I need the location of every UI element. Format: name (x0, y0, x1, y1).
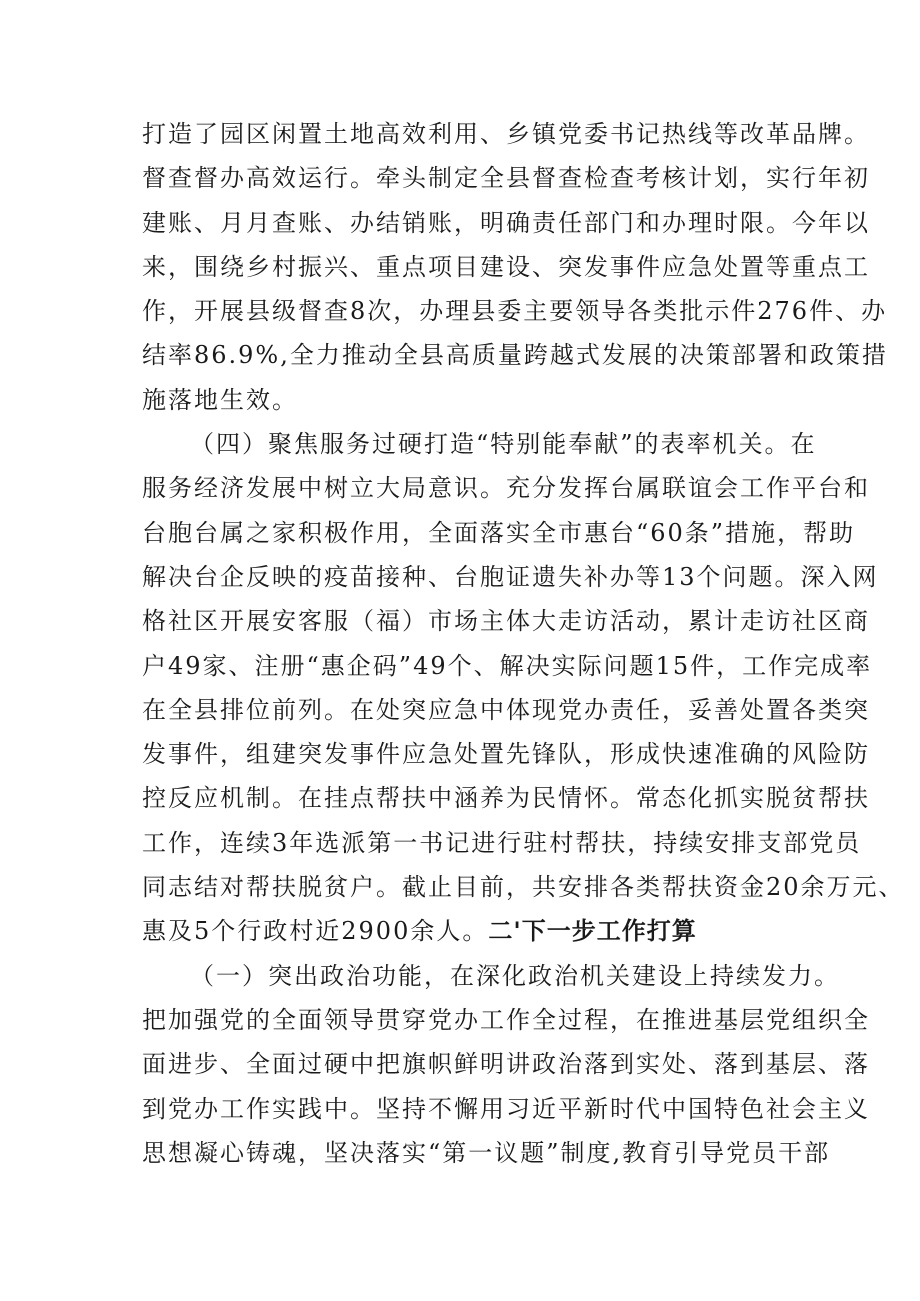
text-line: 打造了园区闲置土地高效利用、乡镇党委书记热线等改革品牌。 (142, 120, 870, 148)
text-line: 建账、月月查账、办结销账，明确责任部门和办理时限。今年以 (142, 208, 870, 237)
text-line: 作，开展县级督查8次，办理县委主要领导各类批示件276件、办 (142, 297, 888, 326)
paragraph-4 (142, 954, 870, 1175)
text-line: 服务经济发展中树立大局意识。充分发挥台属联谊会工作平台和 (142, 474, 870, 503)
text-line: 发事件，组建突发事件应急处置先锋队，形成快速准确的风险防 (142, 740, 870, 769)
chapter-heading: 二'下一步工作打算 (488, 917, 697, 946)
text-line: 结率86.9%,全力推动全县高质量跨越式发展的决策部署和政策措 (142, 341, 888, 370)
text-line: 户49家、注册“惠企码”49个、解决实际问题15件，工作完成率 (142, 651, 873, 680)
section-heading-line: （四）聚焦服务过硬打造“特别能奉献”的表率机关。在 (190, 430, 817, 459)
document-body (142, 112, 905, 1175)
text-line: 在全县排位前列。在处突应急中体现党办责任，妥善处置各类突 (142, 695, 870, 724)
paragraph-1 (142, 112, 870, 156)
text-line: 解决台企反映的疫苗接种、台胞证遗失补办等13个问题。深入网 (142, 562, 879, 591)
paragraph-3 (142, 422, 905, 954)
text-line: 台胞台属之家积极作用，全面落实全市惠台“60条”措施，帮助 (142, 518, 856, 547)
text-line: 把加强党的全面领导贯穿党办工作全过程，在推进基层党组织全 (142, 1005, 870, 1034)
text-line: 工作，连续3年选派第一书记进行驻村帮扶，持续安排支部党员 (142, 828, 862, 857)
text-line: 同志结对帮扶脱贫户。截止目前，共安排各类帮扶资金20余万元、 (142, 873, 905, 902)
text-line: 督查督办高效运行。牵头制定全县督查检查考核计划，实行年初 (142, 164, 870, 193)
section-heading-line: （一）突出政治功能，在深化政治机关建设上持续发力。 (190, 961, 840, 990)
text-line: 面进步、全面过硬中把旗帜鲜明讲政治落到实处、落到基层、落 (142, 1050, 870, 1079)
text-line: 控反应机制。在挂点帮扶中涵养为民情怀。常态化抓实脱贫帮扶 (142, 784, 870, 813)
paragraph-2 (142, 156, 888, 422)
text-fragment: 惠及5个行政村近2900余人。 (142, 917, 489, 946)
text-line: 格社区开展安客服（福）市场主体大走访活动，累计走访社区商 (142, 607, 870, 636)
text-line-with-heading (142, 909, 790, 953)
text-line: 思想凝心铸魂，坚决落实“第一议题”制度,教育引导党员干部 (142, 1138, 831, 1167)
text-line: 来，围绕乡村振兴、重点项目建设、突发事件应急处置等重点工 (142, 252, 870, 281)
text-line: 施落地生效。 (142, 385, 298, 414)
text-line: 到党办工作实践中。坚持不懈用习近平新时代中国特色社会主义 (142, 1094, 870, 1123)
